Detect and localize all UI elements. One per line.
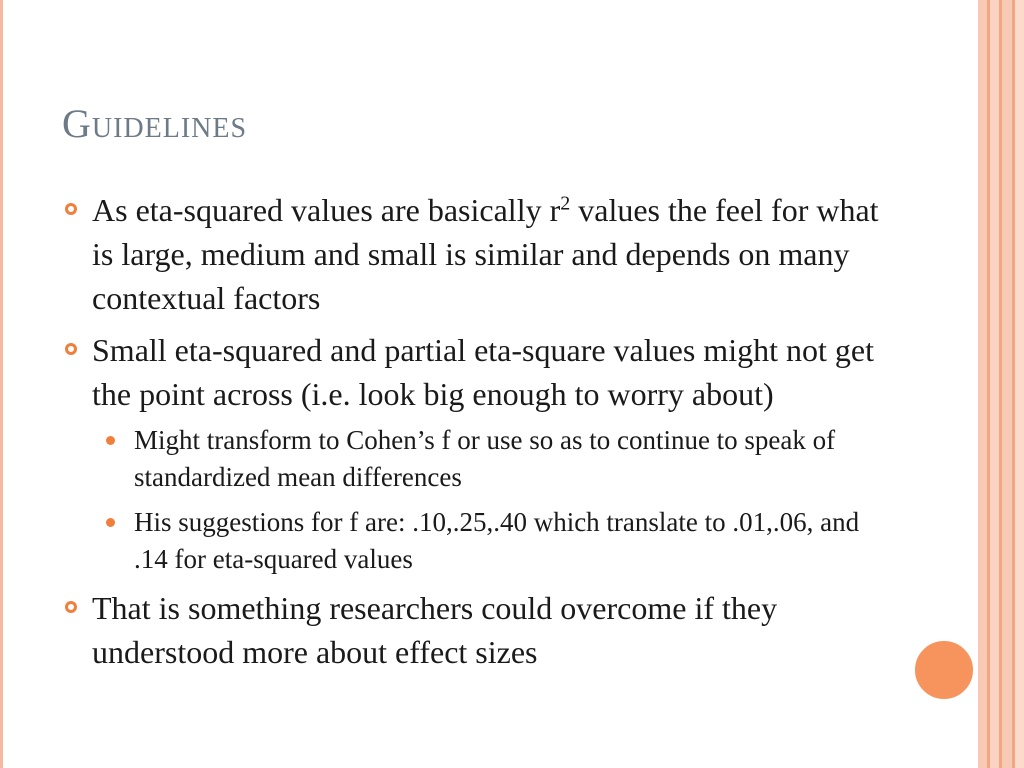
decorative-stripe — [1002, 0, 1012, 768]
sub-bullet-text: Might transform to Cohen’s f or use so as to continue to speak of standardized mean differences — [134, 425, 836, 492]
left-border-line — [0, 0, 3, 768]
decorative-circle — [913, 639, 975, 701]
sub-bullet-text: His suggestions for f are: .10,.25,.40 which translate to .01,.06, and .14 for eta-squared values — [134, 507, 860, 574]
decorative-stripe — [1015, 0, 1024, 768]
bullet-item — [62, 586, 882, 674]
bullet-dot-icon — [106, 436, 115, 445]
sub-bullet-item — [92, 504, 882, 578]
bullet-text — [92, 192, 879, 316]
bullet-dot-icon — [106, 518, 115, 527]
bullet-item — [62, 188, 882, 320]
bullet-ring-icon — [65, 601, 77, 613]
bullet-ring-icon — [65, 343, 77, 355]
decorative-stripe — [990, 0, 999, 768]
slide-content — [62, 188, 882, 682]
bullet-text: That is something researchers could overcome if they understood more about effect sizes — [92, 590, 778, 670]
slide-title: Guidelines — [62, 101, 248, 146]
bullet-text-part: As eta-squared values are basically r — [92, 192, 561, 228]
sub-bullet-list — [92, 422, 882, 578]
bullet-list — [62, 188, 882, 674]
bullet-text-part: values the feel for what is large, medium and small is similar and depends on many contextual factors — [92, 192, 879, 316]
bullet-ring-icon — [65, 203, 77, 215]
bullet-item — [62, 328, 882, 578]
superscript: 2 — [560, 192, 571, 215]
sub-bullet-item — [92, 422, 882, 496]
bullet-text: Small eta-squared and partial eta-square values might not get the point across (i.e. look big enough to worry about) — [92, 332, 874, 412]
decorative-stripe — [978, 0, 987, 768]
